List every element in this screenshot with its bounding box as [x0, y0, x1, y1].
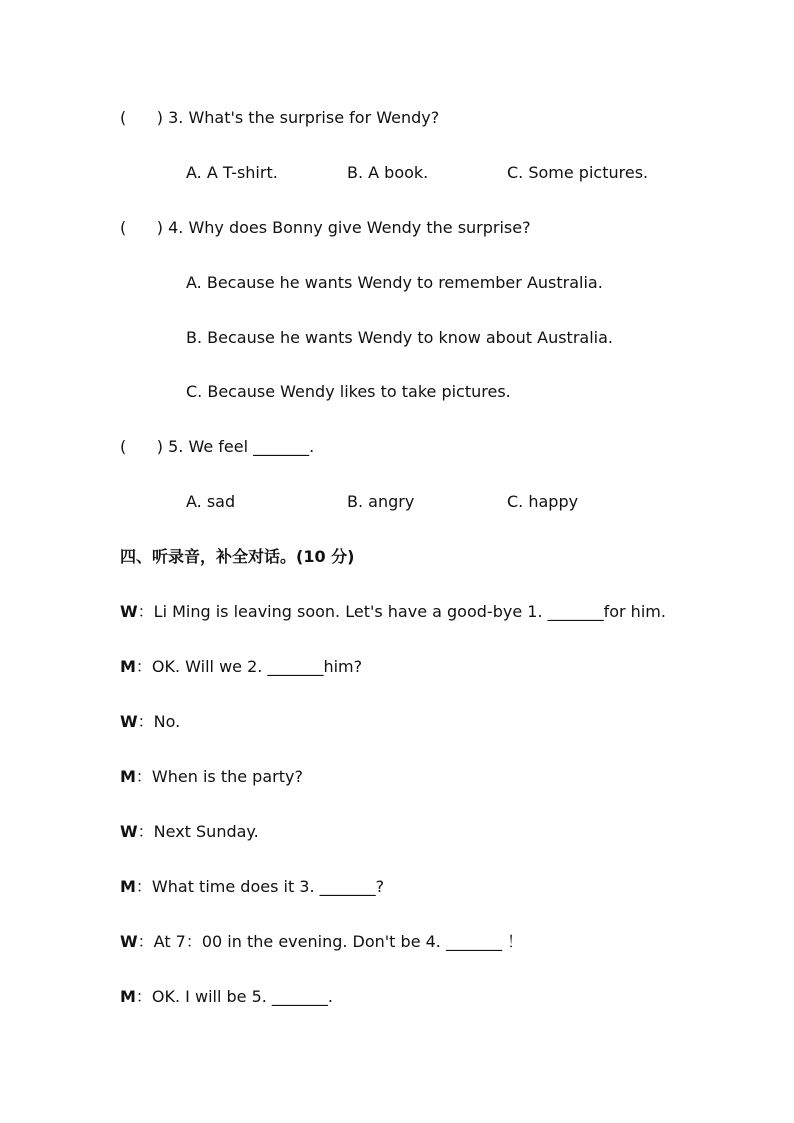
dialogue-line-4	[120, 767, 303, 787]
question-5: ( ) 5. We feel _______.	[120, 437, 315, 456]
question-5-option-a: A. sad	[186, 492, 236, 511]
dialogue-line-1	[120, 602, 666, 622]
dialogue-line-2	[120, 657, 362, 677]
dialogue-text: ：At 7：00 in the evening. Don't be 4. _______ ！	[137, 932, 524, 951]
dialogue-text: ：OK. Will we 2. _______him?	[135, 657, 363, 676]
speaker-label: M	[120, 657, 136, 676]
dialogue-line-8	[120, 987, 333, 1007]
speaker-label: W	[120, 712, 138, 731]
question-3-option-c: C. Some pictures.	[507, 163, 649, 182]
question-4-option-c: C. Because Wendy likes to take pictures.	[186, 382, 511, 401]
question-4: ( ) 4. Why does Bonny give Wendy the surprise?	[120, 218, 531, 237]
question-4-option-a: A. Because he wants Wendy to remember Australia.	[186, 273, 603, 292]
dialogue-text: ：When is the party?	[135, 767, 303, 786]
question-3-option-b: B. A book.	[347, 163, 429, 182]
dialogue-line-3	[120, 712, 180, 732]
dialogue-text: ：No.	[137, 712, 181, 731]
dialogue-text: ：Next Sunday.	[137, 822, 259, 841]
question-3: ( ) 3. What's the surprise for Wendy?	[120, 108, 440, 127]
speaker-label: M	[120, 767, 136, 786]
section-4-heading: 四、听录音，补全对话。(10 分)	[120, 547, 355, 566]
speaker-label: W	[120, 932, 138, 951]
dialogue-line-5	[120, 822, 259, 842]
question-5-option-b: B. angry	[347, 492, 415, 511]
dialogue-line-6	[120, 877, 384, 897]
dialogue-line-7	[120, 932, 523, 952]
speaker-label: M	[120, 987, 136, 1006]
dialogue-text: ：Li Ming is leaving soon. Let's have a good-bye 1. _______for him.	[137, 602, 666, 621]
dialogue-text: ：What time does it 3. _______?	[135, 877, 385, 896]
dialogue-text: ：OK. I will be 5. _______.	[135, 987, 334, 1006]
speaker-label: M	[120, 877, 136, 896]
question-4-option-b: B. Because he wants Wendy to know about Australia.	[186, 328, 613, 347]
speaker-label: W	[120, 822, 138, 841]
question-5-option-c: C. happy	[507, 492, 579, 511]
speaker-label: W	[120, 602, 138, 621]
question-3-option-a: A. A T-shirt.	[186, 163, 278, 182]
